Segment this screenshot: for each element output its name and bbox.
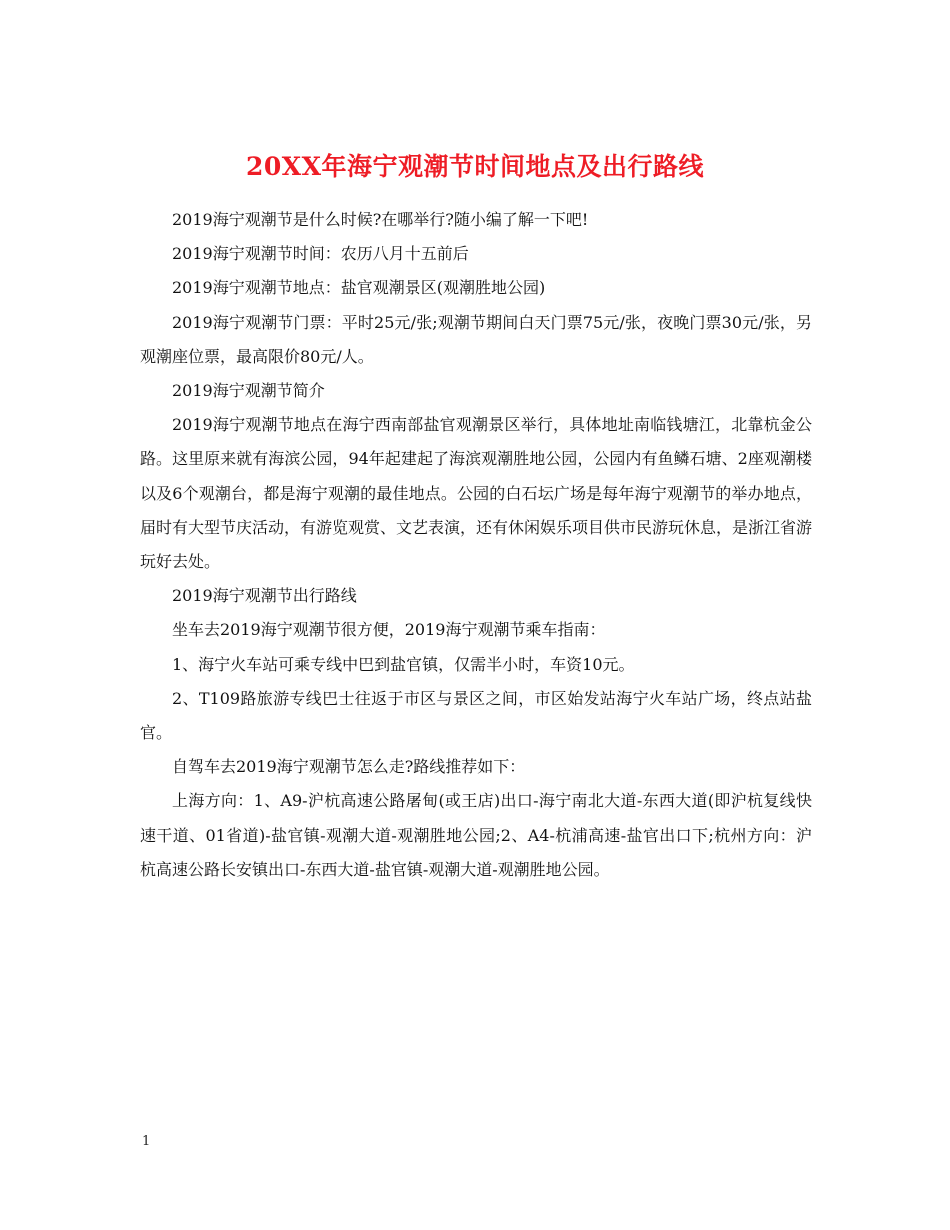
paragraph-bus-route-2: 2、T109路旅游专线巴士往返于市区与景区之间，市区始发站海宁火车站广场，终点站盐官。 [140,688,812,743]
page-number: 1 [142,1134,151,1149]
document-body [140,203,812,887]
paragraph-location: 2019海宁观潮节地点：盐官观潮景区(观潮胜地公园) [172,278,546,298]
paragraph-bus-route-1: 1、海宁火车站可乘专线中巴到盐官镇，仅需半小时，车资10元。 [172,654,635,674]
paragraph-intro: 2019海宁观潮节是什么时候?在哪举行?随小编了解一下吧! [172,210,589,229]
paragraph-time: 2019海宁观潮节时间：农历八月十五前后 [172,244,469,264]
paragraph-introduction: 2019海宁观潮节地点在海宁西南部盐官观潮景区举行，具体地址南临钱塘江，北靠杭金公路。这里原来就有海滨公园，94年起建起了海滨观潮胜地公园，公园内有鱼鳞石塘、2座观潮楼以及6个观潮台，都是海宁观潮的最佳地点。公园的白石坛广场是每年海宁观潮节的举办地点，届时有大型节庆活动，有游览观赏、文艺表演，还有休闲娱乐项目供市民游玩休息，是浙江省游玩好去处。 [140,415,813,572]
section-heading-introduction: 2019海宁观潮节简介 [172,381,325,401]
paragraph-driving-routes: 上海方向：1、A9-沪杭高速公路屠甸(或王店)出口-海宁南北大道-东西大道(即沪杭复线快速干道、01省道)-盐官镇-观潮大道-观潮胜地公园;2、A4-杭浦高速-盐官出口下;杭州方向：沪杭高速公路长安镇出口-东西大道-盐官镇-观潮大道-观潮胜地公园。 [140,791,812,879]
section-heading-routes: 2019海宁观潮节出行路线 [172,586,357,606]
paragraph-bus-guide: 坐车去2019海宁观潮节很方便，2019海宁观潮节乘车指南： [172,620,606,640]
document-title: 20XX年海宁观潮节时间地点及出行路线 [245,151,705,181]
paragraph-driving-intro: 自驾车去2019海宁观潮节怎么走?路线推荐如下： [172,757,526,777]
paragraph-tickets: 2019海宁观潮节门票：平时25元/张;观潮节期间白天门票75元/张，夜晚门票30元/张，另观潮座位票，最高限价80元/人。 [140,312,812,366]
